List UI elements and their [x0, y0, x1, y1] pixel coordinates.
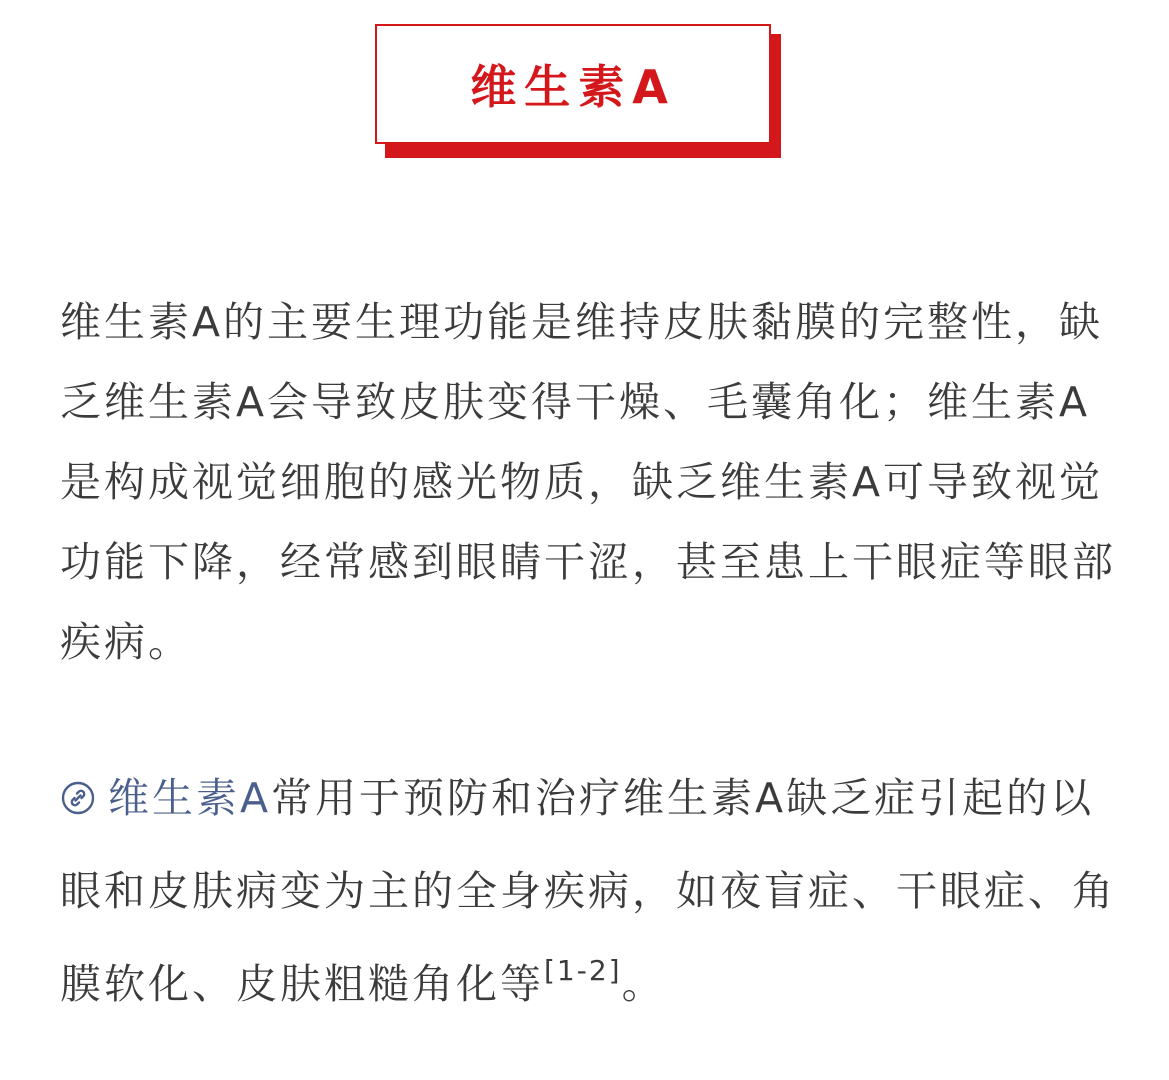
end-punctuation: 。	[621, 960, 666, 1008]
reference-citation[interactable]: [1-2]	[544, 954, 622, 987]
link-label: 维生素A	[108, 774, 272, 822]
link-icon	[60, 780, 96, 816]
paragraph-vitamin-a-usage	[60, 752, 1120, 1031]
section-title: 维生素A	[470, 60, 676, 114]
vitamin-a-link[interactable]	[60, 774, 271, 822]
paragraph-vitamin-a-function: 维生素A的主要生理功能是维持皮肤黏膜的完整性，缺乏维生素A会导致皮肤变得干燥、毛囊角化；维生素A是构成视觉细胞的感光物质，缺乏维生素A可导致视觉功能下降，经常感到眼睛干涩，甚至患上干眼症等眼部疾病。	[60, 298, 1116, 666]
title-box-frame	[375, 24, 771, 144]
section-title-box	[375, 24, 771, 144]
paragraph-usage-text: 常用于预防和治疗维生素A缺乏症引起的以眼和皮肤病变为主的全身疾病，如夜盲症、干眼症、角膜软化、皮肤粗糙角化等	[60, 774, 1116, 1008]
